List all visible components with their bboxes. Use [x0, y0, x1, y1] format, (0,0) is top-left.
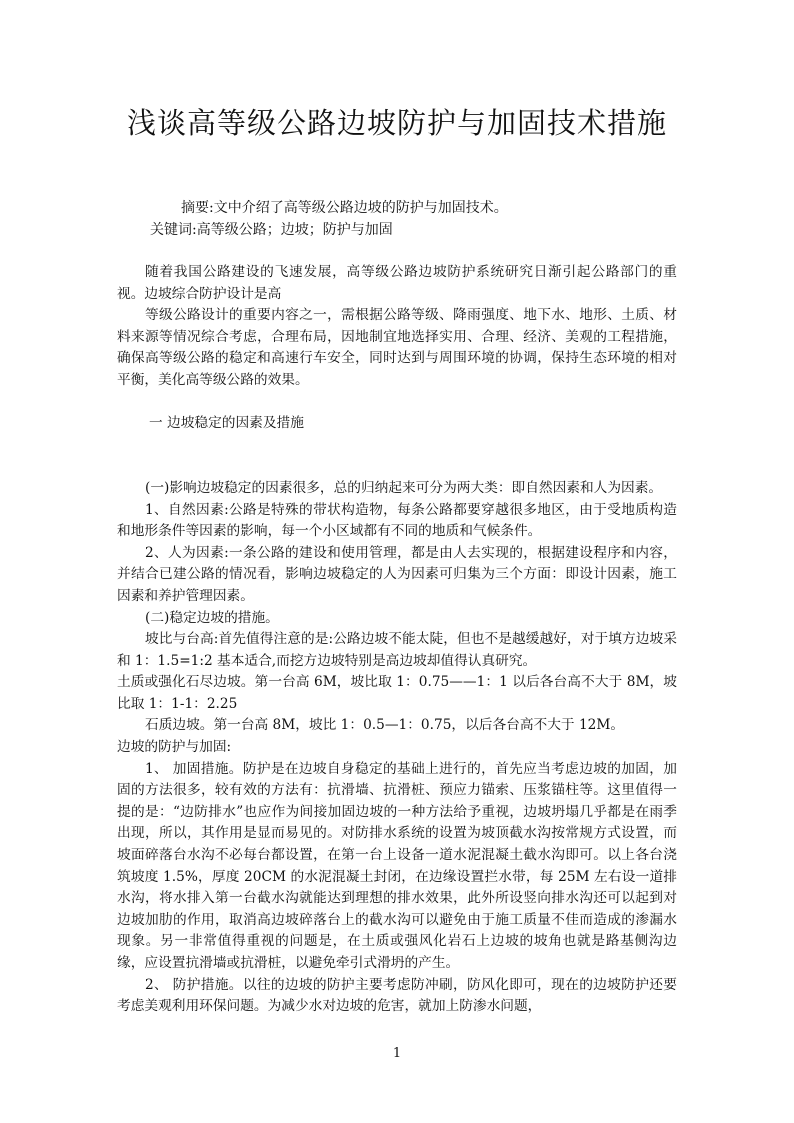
paragraph: 2、人为因素:一条公路的建设和使用管理，都是由人去实现的，根据建设程序和内容，并结合已建公路的情况看，影响边坡稳定的人为因素可归集为三个方面：即设计因素，施工因素和养护管理因素。 [117, 544, 677, 604]
section-heading: 一 边坡稳定的因素及措施 [149, 415, 304, 432]
paragraph: 1、自然因素:公路是特殊的带状构造物，每条公路都要穿越很多地区，由于受地质构造和地形条件等因素的影响，每一个小区域都有不同的地质和气候条件。 [117, 501, 677, 540]
spacer [117, 456, 677, 478]
paragraph: 石质边坡。第一台高 8M，坡比 1：0.5—1：0.75，以后各台高不大于 12M。 [145, 717, 625, 734]
article-body [117, 262, 677, 1018]
spacer [117, 392, 677, 414]
keywords: 关键词:高等级公路；边坡；防护与加固 [150, 222, 393, 238]
paragraph: 土质或强化石尽边坡。第一台高 6M，坡比取 1：0.75——1：1 以后各台高不大于 8M，坡比取 1：1-1：2.25 [117, 674, 677, 712]
paragraph: 坡比与台高:首先值得注意的是:公路边坡不能太陡，但也不是越缓越好，对于填方边坡采和 1：1.5=1:2 基本适合,而挖方边坡特别是高边坡却值得认真研究。 [117, 631, 677, 669]
intro-paragraph: 随着我国公路建设的飞速发展，高等级公路边坡防护系统研究日渐引起公路部门的重视。边坡综合防护设计是高 [117, 264, 677, 302]
paragraph: 1、 加固措施。防护是在边坡自身稳定的基础上进行的，首先应当考虑边坡的加固，加固的方法很多，较有效的方法有：抗滑墙、抗滑桩、预应力锚索、压浆锚柱等。这里值得一提的是：“边防排水”也应作为间接加固边坡的一种方法给予重视，边坡坍塌几乎都是在雨季出现，所以，其作用是显而易见的。对防排水系统的设置为坡顶截水沟按常规方式设置，而坡面碎落台水沟不必每台都设置，在第一台上设备一道水泥混凝土截水沟即可。以上各台浇筑坡度 1.5%，厚度 20CM 的水泥混凝土封闭，在边缘设置拦水带，每 25M 左右设一道排水沟，将水排入第一台截水沟就能达到理想的排水效果，此外所设竖向排水沟还可以起到对边坡加肋的作用，取消高边坡碎落台上的截水沟可以避免由于施工质量不佳而造成的渗漏水现象。另一非常值得重视的问题是，在土质或强风化岩石上边坡的坡角也就是路基侧沟边缘，应设置抗滑墙或抗滑桩，以避免牵引式滑坍的产生。 [117, 760, 677, 971]
paragraph: 2、 防护措施。以往的边坡的防护主要考虑防冲刷，防风化即可，现在的边坡防护还要考虑美观利用环保问题。为减少水对边坡的危害，就加上防渗水问题， [117, 976, 677, 1015]
paragraph: 边坡的防护与加固: [117, 739, 232, 756]
paragraph: (二)稳定边坡的措施。 [145, 609, 279, 626]
paragraph: (一)影响边坡稳定的因素很多，总的归纳起来可分为两大类：即自然因素和人为因素。 [145, 479, 663, 496]
page-number: 1 [392, 1046, 402, 1061]
abstract: 摘要:文中介绍了高等级公路边坡的防护与加固技术。 [181, 200, 508, 216]
document-title: 浅谈高等级公路边坡防护与加固技术措施 [126, 106, 667, 140]
spacer [117, 435, 677, 457]
intro-paragraph-continued: 等级公路设计的重要内容之一，需根据公路等级、降雨强度、地下水、地形、土质、材料来源等情况综合考虑，合理布局，因地制宜地选择实用、合理、经济、美观的工程措施，确保高等级公路的稳定和高速行车安全，同时达到与周围环境的协调，保持生态环境的相对平衡，美化高等级公路的效果。 [117, 307, 677, 388]
